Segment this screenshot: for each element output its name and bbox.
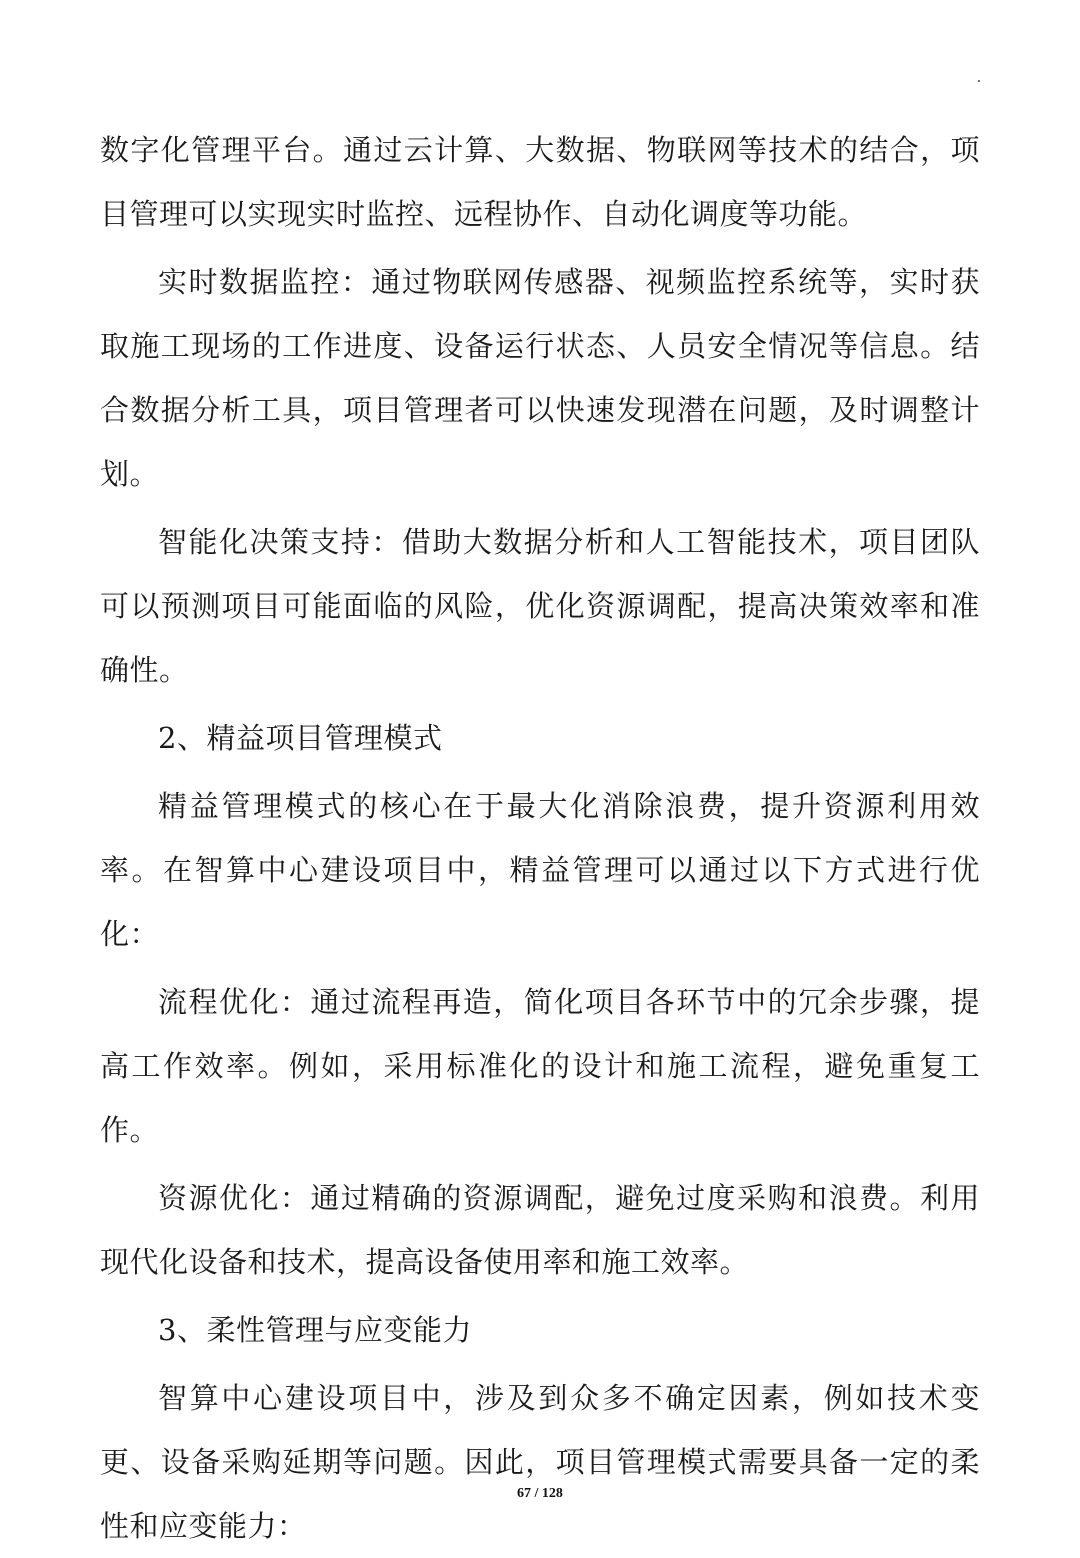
section-heading-lean-management: 2、精益项目管理模式 [158,721,443,755]
paragraph-lean-core: 精益管理模式的核心在于最大化消除浪费，提升资源利用效率。在智算中心建设项目中，精益管理可以通过以下方式进行优化： [100,789,980,951]
paragraph-resource-optimization: 资源优化：通过精确的资源调配，避免过度采购和浪费。利用现代化设备和技术，提高设备使用率和施工效率。 [100,1181,980,1279]
corner-mark [978,80,980,82]
document-body [100,118,980,1558]
paragraph-continuation: 数字化管理平台。通过云计算、大数据、物联网等技术的结合，项目管理可以实现实时监控、远程协作、自动化调度等功能。 [100,133,980,231]
section-heading-flexible-management: 3、柔性管理与应变能力 [158,1313,472,1347]
paragraph-intelligent-decision: 智能化决策支持：借助大数据分析和人工智能技术，项目团队可以预测项目可能面临的风险，优化资源调配，提高决策效率和准确性。 [100,525,980,687]
paragraph-flexibility: 智算中心建设项目中，涉及到众多不确定因素，例如技术变更、设备采购延期等问题。因此，项目管理模式需要具备一定的柔性和应变能力： [100,1381,980,1543]
paragraph-process-optimization: 流程优化：通过流程再造，简化项目各环节中的冗余步骤，提高工作效率。例如，采用标准化的设计和施工流程，避免重复工作。 [100,985,980,1147]
page-number: 67 / 128 [517,1486,563,1501]
paragraph-realtime-monitoring: 实时数据监控：通过物联网传感器、视频监控系统等，实时获取施工现场的工作进度、设备运行状态、人员安全情况等信息。结合数据分析工具，项目管理者可以快速发现潜在问题，及时调整计划。 [100,265,980,491]
